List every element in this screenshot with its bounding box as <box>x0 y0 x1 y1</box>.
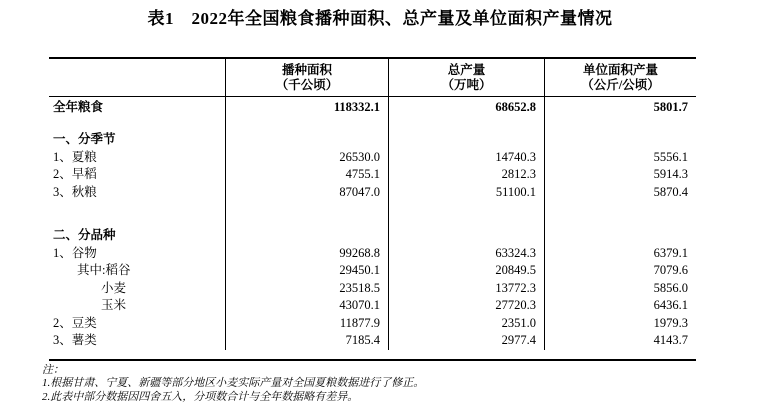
cell-yield: 4143.7 <box>653 333 688 347</box>
grain-table <box>49 57 696 361</box>
row-label: 全年粮食 <box>49 97 226 118</box>
cell-sown-area: 99268.8 <box>226 245 389 263</box>
empty-cell <box>389 118 545 131</box>
empty-cell <box>226 201 389 227</box>
row-label: 玉米 <box>49 297 226 315</box>
cell-total-output <box>389 227 545 245</box>
cell-yield <box>545 227 696 245</box>
cell-total-output: 2351.0 <box>389 315 545 333</box>
table-row-tubers <box>49 332 696 350</box>
col-header-yield-unit: （公斤/公顷） <box>581 77 660 92</box>
col-header-total-output-unit: （万吨） <box>441 77 492 92</box>
empty-cell <box>545 201 696 227</box>
cell-total-output: 20849.5 <box>389 262 545 280</box>
cell-sown-area: 43070.1 <box>226 297 389 315</box>
table-row-corn <box>49 297 696 315</box>
page-title: 表1 2022年全国粮食播种面积、总产量及单位面积产量情况 <box>147 9 613 28</box>
cell-yield: 5914.3 <box>653 167 688 181</box>
row-label: 一、分季节 <box>49 131 226 149</box>
col-header-total-output-title: 总产量 <box>447 62 486 77</box>
cell-yield: 7079.6 <box>653 263 688 277</box>
cell-total-output: 68652.8 <box>389 97 545 118</box>
cell-sown-area: 118332.1 <box>226 97 389 118</box>
col-header-sown-area-title: 播种面积 <box>281 62 332 77</box>
row-label: 1、谷物 <box>49 245 226 263</box>
footnote-item: 1.根据甘肃、宁夏、新疆等部分地区小麦实际产量对全国夏粮数据进行了修正。 <box>42 377 425 389</box>
cell-yield: 6379.1 <box>653 245 688 260</box>
row-label: 3、薯类 <box>49 332 226 350</box>
cell-sown-area: 7185.4 <box>226 332 389 350</box>
cell-yield: 1979.3 <box>653 315 688 330</box>
table-row-wheat <box>49 280 696 298</box>
table-spacer-row <box>49 201 696 227</box>
cell-sown-area <box>226 227 389 245</box>
col-header-sown-area-unit: （千公顷） <box>275 77 339 92</box>
table-spacer-row <box>49 118 696 131</box>
col-header-total-output <box>389 59 545 96</box>
row-label: 其中:稻谷 <box>49 262 226 280</box>
col-header-yield <box>545 59 696 96</box>
footnote-item: 2.此表中部分数据因四舍五入，分项数合计与全年数据略有差异。 <box>42 390 359 403</box>
cell-total-output: 14740.3 <box>389 149 545 167</box>
cell-total-output: 2812.3 <box>389 166 545 184</box>
cell-yield <box>545 131 696 149</box>
empty-cell <box>49 201 226 227</box>
cell-total-output: 13772.3 <box>389 280 545 298</box>
table-body <box>49 97 696 359</box>
table-row-beans <box>49 315 696 333</box>
cell-sown-area: 11877.9 <box>226 315 389 333</box>
row-label: 2、豆类 <box>49 315 226 333</box>
row-label: 3、秋粮 <box>49 184 226 202</box>
cell-yield: 5556.1 <box>653 149 688 164</box>
empty-cell <box>389 201 545 227</box>
table-row-cereals <box>49 245 696 263</box>
row-label: 1、夏粮 <box>49 149 226 167</box>
row-label: 小麦 <box>49 280 226 298</box>
cell-yield: 5870.4 <box>653 184 688 199</box>
cell-yield: 5801.7 <box>653 100 688 114</box>
cell-sown-area: 87047.0 <box>226 184 389 202</box>
col-header-yield-title: 单位面积产量 <box>582 62 658 77</box>
cell-sown-area: 23518.5 <box>226 280 389 298</box>
cell-total-output: 63324.3 <box>389 245 545 263</box>
row-label: 2、早稻 <box>49 166 226 184</box>
cell-sown-area: 29450.1 <box>226 262 389 280</box>
cell-total-output: 51100.1 <box>389 184 545 202</box>
empty-cell <box>49 118 226 131</box>
table-row-annual-grain <box>49 97 696 118</box>
cell-total-output <box>389 131 545 149</box>
footnote-heading: 注： <box>42 363 64 376</box>
table-row-summer-grain <box>49 149 696 167</box>
table-row-autumn-grain <box>49 184 696 202</box>
table-header-row <box>49 59 696 97</box>
empty-cell <box>545 118 696 131</box>
table-row-rice <box>49 262 696 280</box>
cell-sown-area: 4755.1 <box>226 166 389 184</box>
table-row-section-by-variety <box>49 227 696 245</box>
footnotes <box>42 364 760 405</box>
cell-yield: 6436.1 <box>653 298 688 312</box>
empty-cell <box>226 118 389 131</box>
row-label: 二、分品种 <box>49 227 226 245</box>
table-row-section-by-season <box>49 131 696 149</box>
cell-total-output: 27720.3 <box>389 297 545 315</box>
cell-sown-area <box>226 131 389 149</box>
cell-yield: 5856.0 <box>653 280 688 295</box>
table-row-early-rice <box>49 166 696 184</box>
col-header-sown-area <box>226 59 389 96</box>
col-header-empty <box>49 59 226 96</box>
cell-total-output: 2977.4 <box>389 332 545 350</box>
cell-sown-area: 26530.0 <box>226 149 389 167</box>
